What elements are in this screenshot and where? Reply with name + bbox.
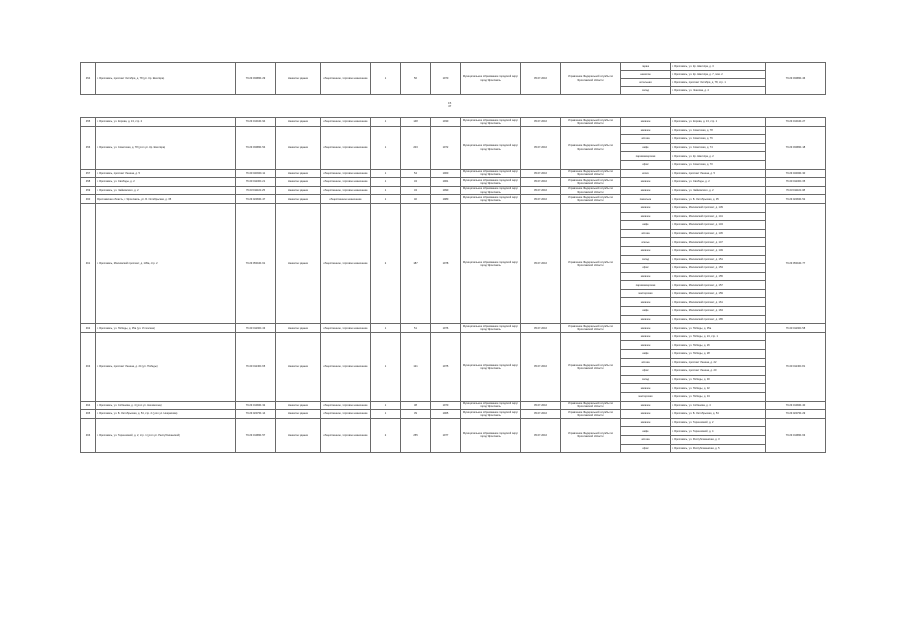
floors-count: 1 <box>371 63 401 95</box>
object-purpose: общественное, торговое назначение <box>321 324 371 333</box>
sub-object-type: магазин <box>621 384 671 393</box>
object-kind: Нежилое здание <box>276 118 321 127</box>
sub-object-type: магазин <box>621 324 671 333</box>
object-area: 40 <box>401 195 431 204</box>
extra-cadastral-number: 76:23:010901:40 <box>766 401 826 410</box>
object-address: г. Ярославль, Московский проспект, д. 139а, стр. 2 <box>96 203 236 323</box>
extra-cadastral-number: 76:23:011101:38 <box>766 186 826 195</box>
registration-date: 05.07.2016 <box>521 410 561 419</box>
construction-year: 1975 <box>431 332 461 401</box>
registering-authority: Управление Федеральной службы по Ярославской области <box>561 195 621 204</box>
row-number: 466 <box>81 418 96 452</box>
table-row <box>81 126 826 135</box>
object-purpose: общественное, торговое назначение <box>321 418 371 452</box>
object-area: 255 <box>401 418 431 452</box>
cadastral-number: 76:23:011301:65 <box>236 332 276 401</box>
registering-authority: Управление Федеральной службы по Ярославской области <box>561 418 621 452</box>
object-address: Ярославская область, г. Ярославль, ул. Б. Октябрьская, д. 35 <box>96 195 236 204</box>
sub-object-address: г. Ярославль, ул. Советская, д. 76 <box>671 135 766 144</box>
owner-name: Муниципальное образование городской округ город Ярославль <box>461 178 521 187</box>
object-kind: Нежилое здание <box>276 418 321 452</box>
registering-authority: Управление Федеральной службы по Ярославской области <box>561 169 621 178</box>
owner-name: Муниципальное образование городской округ город Ярославль <box>461 63 521 95</box>
extra-cadastral-number: 76:23:010101:27 <box>766 118 826 127</box>
sub-object-type: магазин <box>621 126 671 135</box>
sub-object-type: аптека <box>621 358 671 367</box>
sub-object-address: г. Ярославль, ул. Победы, д. 34 <box>671 393 766 402</box>
cadastral-number: 76:23:010801:57 <box>236 418 276 452</box>
registering-authority: Управление Федеральной службы по Ярославской области <box>561 186 621 195</box>
object-purpose: общественное, торговое назначение <box>321 118 371 127</box>
table-row <box>81 186 826 195</box>
row-number: 464 <box>81 401 96 410</box>
object-area: 56 <box>401 63 431 95</box>
construction-year: 1976 <box>431 324 461 333</box>
row-number: 461 <box>81 203 96 323</box>
sub-object-type: павильон <box>621 195 671 204</box>
floors-count: 2 <box>371 203 401 323</box>
sub-object-address: г. Ярославль, ул. Победы, д. 26 <box>671 341 766 350</box>
sub-object-type: кафе <box>621 307 671 316</box>
sub-object-address: г. Ярославль, ул. Чкалова, д. 4 <box>671 87 766 95</box>
object-kind: Нежилое здание <box>276 203 321 323</box>
sub-object-type: магазин <box>621 341 671 350</box>
sub-object-address: г. Ярославль, Московский проспект, д. 163 <box>671 307 766 316</box>
extra-cadastral-number: 76:23:011301:81 <box>766 332 826 401</box>
object-kind: Нежилое здание <box>276 324 321 333</box>
object-address: г. Ярославль, проспект Ленина, д. 24 (ул. Победы) <box>96 332 236 401</box>
object-purpose: общественное, торговое назначение <box>321 401 371 410</box>
sub-object-address: г. Ярославль, Московский проспект, д. 149 <box>671 246 766 255</box>
top-table-body <box>81 63 826 95</box>
object-purpose: общественное назначение <box>321 195 371 204</box>
sub-object-address: г. Ярославль, ул. Терешковой, д. 4 <box>671 427 766 436</box>
sub-object-address: г. Ярославль, проспект Ленина, д. 22 <box>671 358 766 367</box>
sub-object-address: г. Ярославль, Московский проспект, д. 157 <box>671 281 766 290</box>
construction-year: 1960 <box>431 169 461 178</box>
sub-object-address: г. Ярославль, ул. Кр. Шахтёра, д. 2 <box>671 152 766 161</box>
registration-date: 05.07.2016 <box>521 118 561 127</box>
floors-count: 1 <box>371 178 401 187</box>
sub-object-address: г. Ярославль, ул. Советская, д. 74 <box>671 143 766 152</box>
registration-date: 05.07.2016 <box>521 178 561 187</box>
registering-authority: Управление Федеральной службы по Ярославской области <box>561 332 621 401</box>
object-area: 34 <box>401 178 431 187</box>
cadastral-number: 76:23:011001:21 <box>236 178 276 187</box>
registry-table-main <box>80 117 826 453</box>
object-purpose: общественное, торговое назначение <box>321 410 371 419</box>
sub-object-type: магазин <box>621 418 671 427</box>
sub-object-address: г. Ярославль, ул. Победы, д. 32 <box>671 384 766 393</box>
construction-year: 1965 <box>431 410 461 419</box>
table-row <box>81 178 826 187</box>
sub-object-address: г. Ярославль, Московский проспект, д. 161 <box>671 298 766 307</box>
object-purpose: общественное, торговое назначение <box>321 203 371 323</box>
sub-object-type: мастерская <box>621 289 671 298</box>
sub-object-address: г. Ярославль, ул. Победы, д. 30 <box>671 375 766 384</box>
sub-object-address: г. Ярославль, ул. Терешковой, д. 2 <box>671 418 766 427</box>
cadastral-number: 76:23:010101:94 <box>236 118 276 127</box>
extra-cadastral-number: 76:23:010801:63 <box>766 418 826 452</box>
sub-object-type: ателье <box>621 238 671 247</box>
registering-authority: Управление Федеральной службы по Ярославской области <box>561 203 621 323</box>
owner-name: Муниципальное образование городской округ город Ярославль <box>461 169 521 178</box>
table-row <box>81 410 826 419</box>
sub-object-type: киоск <box>621 169 671 178</box>
sub-object-address: г. Ярославль, Московский проспект, д. 147 <box>671 238 766 247</box>
sub-object-type: офис <box>621 444 671 453</box>
row-number: 457 <box>81 169 96 178</box>
object-address: г. Ярославль, ул. Свободы, д. 2 <box>96 178 236 187</box>
object-address: г. Ярославль, ул. Советская, д. 78 (угол ул. Кр. Шахтёра) <box>96 126 236 169</box>
sub-object-address: г. Ярославль, ул. Победы, д. 24, стр. 1 <box>671 332 766 341</box>
extra-cadastral-number: 76:23:050101:77 <box>766 203 826 323</box>
cadastral-number: 76:23:030801:54 <box>236 126 276 169</box>
row-number: 465 <box>81 410 96 419</box>
registration-date: 05.07.2016 <box>521 203 561 323</box>
table-row <box>81 169 826 178</box>
sub-object-address: г. Ярославль, ул. Свободы, д. 2 <box>671 178 766 187</box>
sub-object-address: г. Ярославль, ул. Республиканская, д. 5 <box>671 444 766 453</box>
floors-count: 2 <box>371 418 401 452</box>
sub-object-type: аптека <box>621 229 671 238</box>
sub-object-address: г. Ярославль, проспект Ленина, д. 5 <box>671 169 766 178</box>
owner-name: Муниципальное образование городской округ город Ярославль <box>461 332 521 401</box>
object-area: 39 <box>401 410 431 419</box>
sub-object-address: г. Ярославль, Московский проспект, д. 145 <box>671 229 766 238</box>
sub-object-type: магазин <box>621 186 671 195</box>
sub-object-type: офис <box>621 264 671 273</box>
sub-object-address: г. Ярославль, проспект Октября, д. 78, стр. 1 <box>671 79 766 87</box>
sub-object-type: аптека <box>621 135 671 144</box>
table-row <box>81 418 826 427</box>
row-number: 460 <box>81 195 96 204</box>
sub-object-address: г. Ярославль, Московский проспект, д. 141 <box>671 212 766 221</box>
cadastral-number: 76:23:040301:11 <box>236 169 276 178</box>
sub-object-address: г. Ярославль, ул. Советская, д. 78 <box>671 126 766 135</box>
object-purpose: общественное, торговое назначение <box>321 169 371 178</box>
sub-object-address: г. Ярославль, ул. Кр. Шахтёра, д. 3 <box>671 63 766 71</box>
table-row <box>81 324 826 333</box>
object-kind: Нежилое здание <box>276 126 321 169</box>
object-purpose: общественное, торговое назначение <box>321 186 371 195</box>
main-table-body <box>81 118 826 453</box>
object-kind: Нежилое здание <box>276 169 321 178</box>
object-area: 34 <box>401 186 431 195</box>
row-number: 459 <box>81 186 96 195</box>
sub-object-address: г. Ярославль, ул. Победы, д. 28 <box>671 350 766 359</box>
sub-object-type: магазин <box>621 298 671 307</box>
object-address: г. Ярославль, ул. Терешковой, д. 2, стр. 1 (угол ул. Республиканской) <box>96 418 236 452</box>
sub-object-address: г. Ярославль, ул. Б. Октябрьская, д. 35 <box>671 195 766 204</box>
sub-object-type: гараж <box>621 63 671 71</box>
object-address: г. Ярославль, ул. Победы, д. 35а (ул. Угличская) <box>96 324 236 333</box>
floors-count: 1 <box>371 195 401 204</box>
owner-name: Муниципальное образование городской округ город Ярославль <box>461 410 521 419</box>
object-area: 203 <box>401 126 431 169</box>
object-area: 51 <box>401 324 431 333</box>
owner-name: Муниципальное образование городской округ город Ярославль <box>461 126 521 169</box>
table-row <box>81 63 826 71</box>
object-address: г. Ярославль, проспект Октября, д. 78 (ул. Кр. Шахтёра) <box>96 63 236 95</box>
sub-object-address: г. Ярославль, ул. Б. Октябрьская, д. 54 <box>671 410 766 419</box>
row-number: 456 <box>81 126 96 169</box>
sub-object-type: кафе <box>621 350 671 359</box>
sub-object-type: магазин <box>621 315 671 324</box>
floors-count: 1 <box>371 169 401 178</box>
object-purpose: общественное, торговое назначение <box>321 178 371 187</box>
table-row <box>81 203 826 212</box>
cadastral-number: 76:23:020601:47 <box>236 195 276 204</box>
row-number: 454 <box>81 63 96 95</box>
page-number-line-2: 47 <box>448 104 452 109</box>
row-number: 455 <box>81 118 96 127</box>
sub-object-address: г. Ярославль, ул. Советская, д. 70 <box>671 160 766 169</box>
sub-object-type: кафе <box>621 221 671 230</box>
sub-object-type: магазин <box>621 178 671 187</box>
object-kind: Нежилое здание <box>276 63 321 95</box>
object-area: 187 <box>401 203 431 323</box>
table-row <box>81 401 826 410</box>
row-number: 458 <box>81 178 96 187</box>
floors-count: 1 <box>371 118 401 127</box>
construction-year: 1961 <box>431 178 461 187</box>
extra-cadastral-number: 76:23:030801:18 <box>766 126 826 169</box>
table-row <box>81 118 826 127</box>
cadastral-number: 76:23:011601:43 <box>236 324 276 333</box>
construction-year: 1972 <box>431 126 461 169</box>
sub-object-address: г. Ярославль, Московский проспект, д. 155 <box>671 272 766 281</box>
object-address: г. Ярославль, ул. Чайковского, д. 2 <box>96 186 236 195</box>
sub-object-address: г. Ярославль, Московский проспект, д. 165 <box>671 315 766 324</box>
registration-date: 05.07.2016 <box>521 126 561 169</box>
registering-authority: Управление Федеральной службы по Ярославской области <box>561 126 621 169</box>
table-row <box>81 332 826 341</box>
sub-object-type: склад <box>621 87 671 95</box>
sub-object-address: г. Ярославль, Московский проспект, д. 151 <box>671 255 766 264</box>
sub-object-type: магазин <box>621 272 671 281</box>
registering-authority: Управление Федеральной службы по Ярославской области <box>561 118 621 127</box>
object-purpose: общественное, торговое назначение <box>321 332 371 401</box>
extra-cadastral-number: 76:23:040301:30 <box>766 169 826 178</box>
sub-object-address: г. Ярославль, Московский проспект, д. 159 <box>671 289 766 298</box>
object-area: 121 <box>401 332 431 401</box>
floors-count: 1 <box>371 324 401 333</box>
sub-object-address: г. Ярославль, Московский проспект, д. 143 <box>671 221 766 230</box>
extra-cadastral-number: 76:23:011001:35 <box>766 178 826 187</box>
object-purpose: общественное, торговое назначение <box>321 63 371 95</box>
sub-object-type: магазин <box>621 118 671 127</box>
sub-object-type: аптека <box>621 435 671 444</box>
object-address: г. Ярославль, ул. Кирова, д. 13, стр. 2 <box>96 118 236 127</box>
sub-object-address: г. Ярославль, ул. Чайковского, д. 2 <box>671 186 766 195</box>
cadastral-number: 76:23:011101:25 <box>236 186 276 195</box>
owner-name: Муниципальное образование городской округ город Ярославль <box>461 418 521 452</box>
sub-object-address: г. Ярославль, ул. Кирова, д. 13, стр. 1 <box>671 118 766 127</box>
construction-year: 1980 <box>431 195 461 204</box>
sub-object-type: парикмахерская <box>621 152 671 161</box>
sub-object-address: г. Ярославль, ул. Собинова, д. 4 <box>671 401 766 410</box>
registration-date: 05.07.2016 <box>521 186 561 195</box>
object-kind: Нежилое здание <box>276 401 321 410</box>
object-kind: Нежилое здание <box>276 332 321 401</box>
owner-name: Муниципальное образование городской округ город Ярославль <box>461 401 521 410</box>
registration-date: 05.07.2016 <box>521 63 561 95</box>
registration-date: 05.07.2016 <box>521 418 561 452</box>
owner-name: Муниципальное образование городской округ город Ярославль <box>461 203 521 323</box>
extra-cadastral-number: 76:23:020601:52 <box>766 195 826 204</box>
sub-object-type: магазин <box>621 246 671 255</box>
object-area: 38 <box>401 401 431 410</box>
registering-authority: Управление Федеральной службы по Ярославской области <box>561 324 621 333</box>
construction-year: 1978 <box>431 203 461 323</box>
cadastral-number: 76:23:010901:32 <box>236 401 276 410</box>
object-area: 54 <box>401 169 431 178</box>
registration-date: 05.07.2016 <box>521 332 561 401</box>
floors-count: 1 <box>371 410 401 419</box>
row-number: 463 <box>81 332 96 401</box>
object-address: г. Ярославль, ул. Б. Октябрьская, д. 54, стр. 2 (угол ул. Некрасова) <box>96 410 236 419</box>
sub-object-address: г. Ярославль, проспект Ленина, д. 20 <box>671 367 766 376</box>
construction-year: 1970 <box>431 401 461 410</box>
sub-object-type: магазин <box>621 410 671 419</box>
floors-count: 1 <box>371 401 401 410</box>
floors-count: 1 <box>371 332 401 401</box>
sub-object-type: офис <box>621 160 671 169</box>
registering-authority: Управление Федеральной службы по Ярославской области <box>561 63 621 95</box>
sub-object-type: котельная <box>621 79 671 87</box>
cadastral-number: 76:23:050101:61 <box>236 203 276 323</box>
registering-authority: Управление Федеральной службы по Ярославской области <box>561 410 621 419</box>
sub-object-type: склад <box>621 375 671 384</box>
cadastral-number: 76:23:020701:14 <box>236 410 276 419</box>
sub-object-type: мастерская <box>621 393 671 402</box>
sub-object-address: г. Ярославль, ул. Победы, д. 35а <box>671 324 766 333</box>
registering-authority: Управление Федеральной службы по Ярославской области <box>561 401 621 410</box>
sub-object-address: г. Ярославль, Московский проспект, д. 139 <box>671 203 766 212</box>
sub-object-type: магазин <box>621 332 671 341</box>
sub-object-address: г. Ярославль, ул. Республиканская, д. 3 <box>671 435 766 444</box>
construction-year: 1970 <box>431 63 461 95</box>
sub-object-address: г. Ярославль, ул. Кр. Шахтёра, д. 7, пом. 2 <box>671 71 766 79</box>
sub-object-type: магазин <box>621 401 671 410</box>
owner-name: Муниципальное образование городской округ город Ярославль <box>461 324 521 333</box>
sub-object-type: парикмахерская <box>621 281 671 290</box>
owner-name: Муниципальное образование городской округ город Ярославль <box>461 195 521 204</box>
object-area: 148 <box>401 118 431 127</box>
extra-cadastral-number: 76:23:011601:58 <box>766 324 826 333</box>
cadastral-number: 76:23:030801:29 <box>236 63 276 95</box>
registering-authority: Управление Федеральной службы по Ярославской области <box>561 178 621 187</box>
sub-object-type: офис <box>621 367 671 376</box>
registration-date: 05.07.2016 <box>521 401 561 410</box>
object-kind: Нежилое здание <box>276 178 321 187</box>
sub-object-type: склад <box>621 255 671 264</box>
object-kind: Нежилое здание <box>276 186 321 195</box>
floors-count: 1 <box>371 186 401 195</box>
extra-cadastral-number: 76:23:030801:46 <box>766 63 826 95</box>
page-number-marker <box>448 102 451 109</box>
construction-year: 1930 <box>431 118 461 127</box>
sub-object-type: кафе <box>621 427 671 436</box>
page-number-line-1: 15 <box>448 101 452 105</box>
construction-year: 1977 <box>431 418 461 452</box>
construction-year: 1990 <box>431 186 461 195</box>
sub-object-type: магазин <box>621 212 671 221</box>
object-address: г. Ярославль, проспект Ленина, д. 5 <box>96 169 236 178</box>
object-kind: Нежилое здание <box>276 195 321 204</box>
registry-table-top <box>80 62 826 95</box>
registration-date: 05.07.2016 <box>521 195 561 204</box>
sub-object-type: кафе <box>621 143 671 152</box>
owner-name: Муниципальное образование городской округ город Ярославль <box>461 186 521 195</box>
sub-object-type: нежилое <box>621 71 671 79</box>
object-kind: Нежилое здание <box>276 410 321 419</box>
row-number: 462 <box>81 324 96 333</box>
floors-count: 1 <box>371 126 401 169</box>
registration-date: 05.07.2016 <box>521 169 561 178</box>
sub-object-address: г. Ярославль, Московский проспект, д. 153 <box>671 264 766 273</box>
object-purpose: общественное, торговое назначение <box>321 126 371 169</box>
owner-name: Муниципальное образование городской округ город Ярославль <box>461 118 521 127</box>
registration-date: 05.07.2016 <box>521 324 561 333</box>
sub-object-type: магазин <box>621 203 671 212</box>
table-row <box>81 195 826 204</box>
extra-cadastral-number: 76:23:020701:29 <box>766 410 826 419</box>
object-address: г. Ярославль, ул. Собинова, д. 4 (угол ул. Нахимсона) <box>96 401 236 410</box>
